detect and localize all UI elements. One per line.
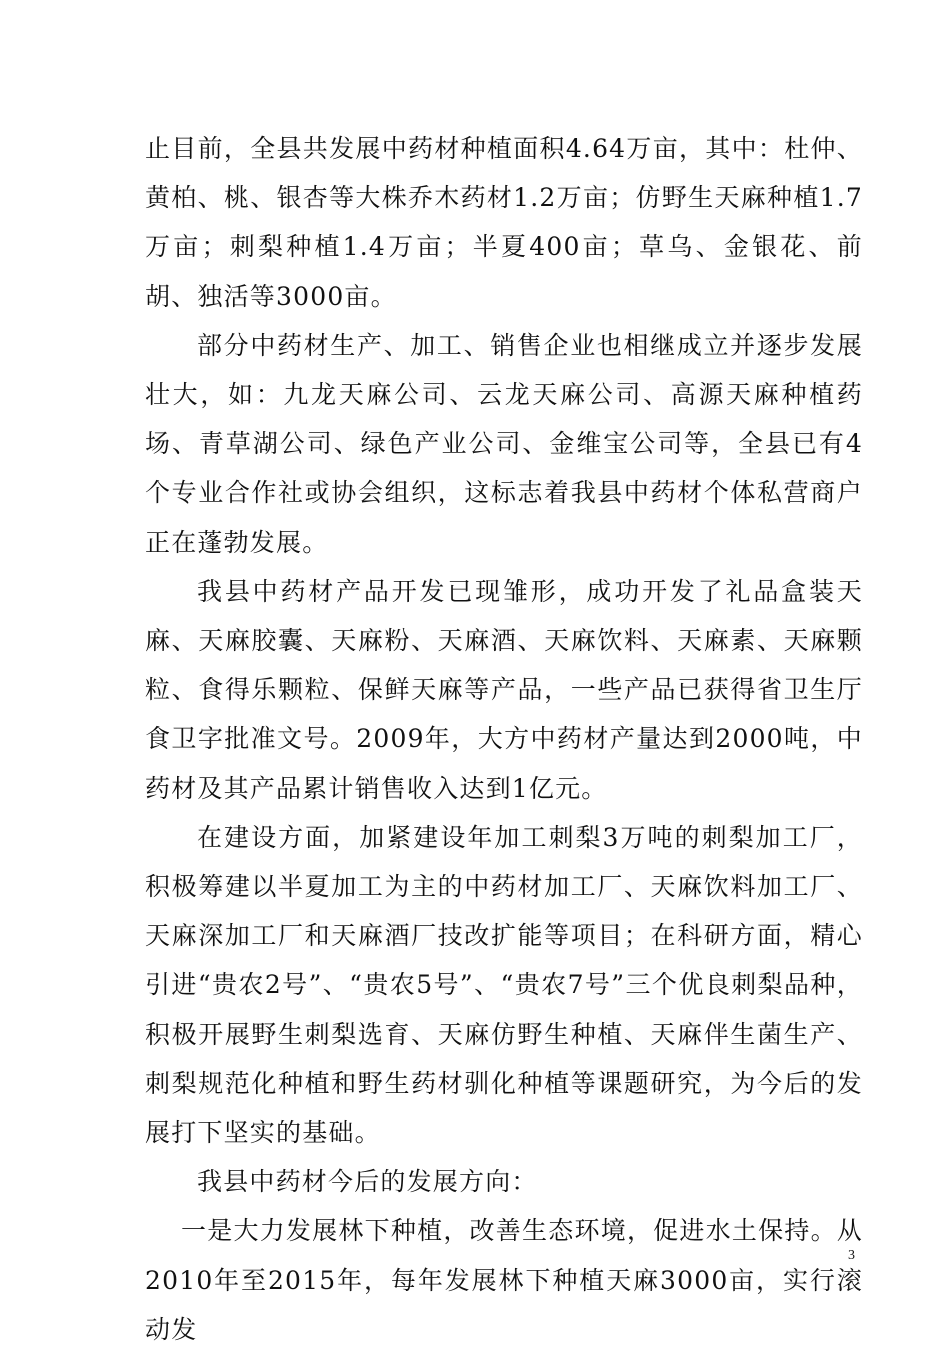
paragraph-continuation: 止目前，全县共发展中药材种植面积4.64万亩，其中：杜仲、黄柏、桃、银杏等大株乔木药材1.2万亩；仿野生天麻种植1.7万亩；刺梨种植1.4万亩；半夏400亩；草乌、金银花、前胡、独活等3000亩。 (145, 134, 863, 311)
body-text (145, 124, 863, 1354)
paragraph-future-direction-one: 一是大力发展林下种植，改善生态环境，促进水土保持。从2010年至2015年，每年发展林下种植天麻3000亩，实行滚动发 (145, 1216, 863, 1344)
paragraph-construction-research: 在建设方面，加紧建设年加工刺梨3万吨的刺梨加工厂，积极筹建以半夏加工为主的中药材加工厂、天麻饮料加工厂、天麻深加工厂和天麻酒厂技改扩能等项目；在科研方面，精心引进“贵农2号”、“贵农5号”、“贵农7号”三个优良刺梨品种，积极开展野生刺梨选育、天麻仿野生种植、天麻伴生菌生产、刺梨规范化种植和野生药材驯化种植等课题研究，为今后的发展打下坚实的基础。 (145, 822, 863, 1148)
paragraph-enterprises: 部分中药材生产、加工、销售企业也相继成立并逐步发展壮大，如：九龙天麻公司、云龙天麻公司、高源天麻种植药场、青草湖公司、绿色产业公司、金维宝公司等，全县已有4个专业合作社或协会组织，这标志着我县中药材个体私营商户正在蓬勃发展。 (145, 330, 863, 557)
page-number: 3 (848, 1248, 855, 1263)
paragraph-future-direction-heading: 我县中药材今后的发展方向： (197, 1167, 538, 1197)
paragraph-product-development: 我县中药材产品开发已现雏形，成功开发了礼品盒装天麻、天麻胶囊、天麻粉、天麻酒、天麻饮料、天麻素、天麻颗粒、食得乐颗粒、保鲜天麻等产品，一些产品已获得省卫生厅食卫字批准文号。2009年，大方中药材产量达到2000吨，中药材及其产品累计销售收入达到1亿元。 (145, 576, 863, 803)
